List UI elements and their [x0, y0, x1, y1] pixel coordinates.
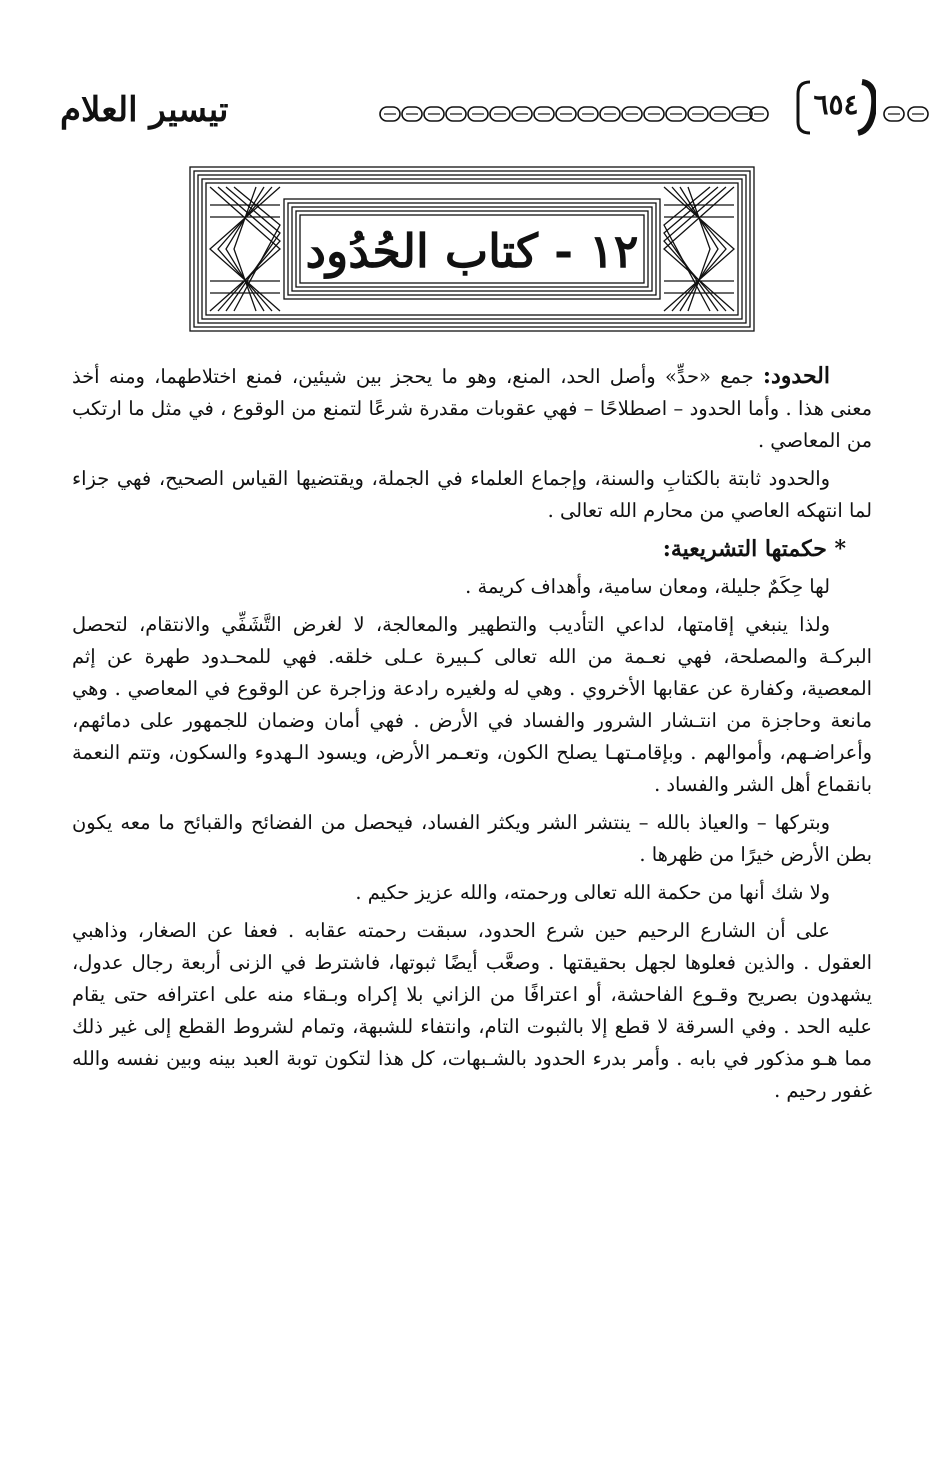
paragraph-definition [72, 360, 872, 457]
paragraph: على أن الشارع الرحيم حين شرع الحدود، سبقت رحمته عقابه . فعفا عن الصغار، وذاهبي العقول . والذين فعلوها لجهل بحقيقتها . وصعَّب أيضًا ثبوتها، فاشترط في الزنى أربعة رجال عدول، يشهدون بصريح وقـوع الفاحشة، أو اعترافًا من الزاني بلا إكراه وبـقاء منه على اعترافه حتى يقام عليه الحد . وفي السرقة لا قطع إلا بالثبوت التام، وانتفاء للشبهة، وتمام لشروط القطع إلى غير ذلك مما هـو مذكور في بابه . وأمر بدرء الحدود بالشـبهات، كل هذا لتكون توبة العبد بينه وبين نفسه والله غفور رحيم . [72, 919, 872, 1102]
body-text [72, 360, 872, 1113]
page-number-badge [796, 78, 876, 136]
paragraph: لها حِكَمٌ جليلة، ومعان سامية، وأهداف كريمة . [465, 575, 830, 598]
paragraph: ولذا ينبغي إقامتها، لداعي التأديب والتطهير والمعالجة، لا لغرض التَّشَفِّي والانتقام، لتحصل البركـة والمصلحة، فهي نعـمة من الله تعالى كـبيرة عـلى خلقه. فهي للمحـدود طهرة عن إثم المعصية، وكفارة عن عقابها الأخروي . وهي له ولغيره رادعة وزاجرة عن الوقوع في المعاصي . وهي مانعة وحاجزة من انتـشار الشرور والفساد في الأرض . فهي أمان وضمان للجمهور على دمائهم، وأعراضـهم، وأموالهم . وبإقامـتهـا يصلح الكون، وتعـمر الأرض، ويسود الـهدوء والسكون، وتتم النعمة بانقماع أهل الشر والفساد . [72, 613, 872, 796]
defined-term: الحدود: [762, 363, 830, 389]
page-number: ٦٥٤ [813, 88, 859, 121]
paragraph: ولا شك أنها من حكمة الله تعالى ورحمته، والله عزيز حكيم . [355, 881, 830, 904]
book-title: تيسير العلام [60, 90, 229, 130]
paragraph: والحدود ثابتة بالكتابِ والسنة، وإجماع العلماء في الجملة، ويقتضيها القياس الصحيح، فهي جزاء لما انتهكه العاصي من محارم الله تعالى . [72, 467, 872, 522]
section-heading: * حكمتها التشريعية: [662, 536, 846, 562]
definition-text: جمع «حدٍّ» وأصل الحد، المنع، وهو ما يحجز بين شيئين، فمنع اختلاطهما، ومنه أخذ معنى هذا . وأما الحدود – اصطلاحًا – فهي عقوبات مقدرة شرعًا لتمنع من الوقوع ، في مثل ما ارتكب من المعاصي . [72, 365, 872, 452]
header-ornament-small [882, 102, 932, 126]
running-header [60, 70, 880, 140]
chapter-title: ١٢ - كتاب الحُدُود [305, 224, 639, 278]
header-ornament-chain [378, 102, 770, 126]
paragraph: وبتركها – والعياذ بالله – ينتشر الشر ويكثر الفساد، فيحصل من الفضائح والقبائح ما معه يكون بطن الأرض خيرًا من ظهرها . [72, 811, 872, 866]
